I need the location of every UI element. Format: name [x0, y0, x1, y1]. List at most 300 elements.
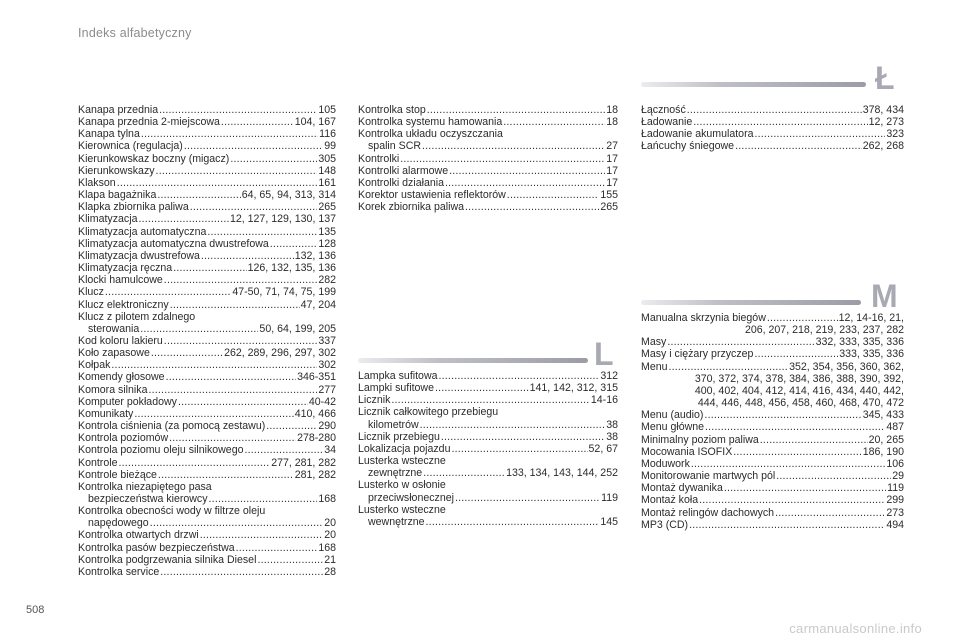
- index-entry-pages: 99: [324, 140, 336, 153]
- index-entry: [358, 128, 618, 152]
- index-entry-pages: 17: [606, 164, 618, 177]
- dot-leader: [776, 470, 891, 482]
- index-entry-pages: 12, 127, 129, 130, 137: [229, 213, 336, 226]
- index-entry-pages: 299: [886, 494, 904, 507]
- index-entry-row: [78, 396, 336, 408]
- index-entry-row: [78, 177, 336, 189]
- index-entry: [358, 153, 618, 165]
- index-entry: [78, 262, 336, 274]
- index-entry-row: [358, 516, 618, 528]
- index-entry: [358, 455, 618, 479]
- index-entry-pages: 186, 190: [862, 445, 904, 458]
- index-entry: [78, 359, 336, 371]
- dot-leader: [151, 347, 223, 359]
- index-entry-term: Moduwork: [641, 457, 690, 470]
- dot-leader: [111, 359, 317, 371]
- index-entry-heading: Lusterko w osłonie: [358, 479, 446, 492]
- index-entry-row: [78, 469, 336, 481]
- index-entry-row: [78, 457, 336, 469]
- index-entry-pages: 262, 289, 296, 297, 302: [224, 347, 336, 360]
- index-entry: [78, 128, 336, 140]
- index-entry: [78, 250, 336, 262]
- index-entry-row: [78, 517, 336, 529]
- index-entry: [78, 238, 336, 250]
- index-entry-row: [78, 420, 336, 432]
- index-entry-pages-continued: 444, 446, 448, 456, 458, 460, 468, 470, 472: [697, 397, 904, 410]
- index-entry-term: Kontrolka otwartych drzwi: [78, 529, 199, 542]
- index-entry-term: Korektor ustawienia reflektorów: [358, 189, 506, 202]
- index-entry-row: [358, 140, 618, 152]
- dot-leader: [689, 519, 885, 531]
- index-entry-term: Kontrola ciśnienia (za pomocą zestawu): [78, 420, 266, 433]
- dot-leader: [423, 467, 505, 479]
- index-entry-pages: 128: [318, 237, 336, 250]
- index-entry-pages: 378, 434: [862, 104, 904, 116]
- section-divider-bar: [358, 358, 588, 363]
- index-entry-term: Kontrola poziomów: [78, 432, 169, 445]
- dot-leader: [178, 396, 308, 408]
- index-entry-term: Monitorowanie martwych pól: [641, 470, 776, 483]
- index-entry: [78, 554, 336, 566]
- dot-leader: [156, 165, 318, 177]
- index-entry-row: [641, 336, 904, 348]
- index-entry-heading: Lusterko wsteczne: [358, 503, 446, 516]
- index-entry-pages: 52, 67: [588, 442, 618, 455]
- index-entry-row: [78, 274, 336, 286]
- index-entry-pages: 135: [318, 225, 336, 238]
- index-entry-heading: Kontrolka niezapiętego pasa: [78, 480, 212, 493]
- index-entry: [78, 299, 336, 311]
- index-entry-term: Kontrolki działania: [358, 176, 444, 189]
- index-entry-row: [78, 165, 336, 177]
- index-entry-pages: 47-50, 71, 74, 75, 199: [232, 286, 336, 299]
- index-entry-term: Ładowanie: [641, 116, 693, 129]
- index-entry: [78, 213, 336, 225]
- index-entry: [78, 104, 336, 116]
- dot-leader: [455, 492, 600, 504]
- index-entry-pages-continued: 206, 207, 218, 219, 233, 237, 282: [744, 324, 904, 337]
- index-entry-pages: 487: [886, 421, 904, 434]
- dot-leader: [754, 348, 838, 360]
- index-entry-row: [641, 507, 904, 519]
- index-entry-row: [358, 153, 618, 165]
- dot-leader: [669, 361, 789, 373]
- index-entry-pages-continued: 400, 402, 404, 412, 414, 416, 434, 440, 442,: [694, 384, 904, 397]
- index-entry: [78, 347, 336, 359]
- index-entry-term: Klucz: [78, 286, 104, 299]
- dot-leader: [775, 507, 885, 519]
- index-entry-row: [78, 371, 336, 383]
- index-entry: [358, 479, 618, 503]
- index-entry-pages: 132, 136: [294, 249, 336, 262]
- index-entry-row: [641, 361, 904, 373]
- index-entry: [641, 336, 904, 348]
- index-entry-row: [358, 165, 618, 177]
- index-entry: [78, 226, 336, 238]
- index-entry-term: MP3 (CD): [641, 518, 689, 531]
- index-entry: [78, 420, 336, 432]
- index-entry-row: [641, 482, 904, 494]
- section-header-m: [641, 278, 904, 314]
- index-entry: [358, 504, 618, 528]
- dot-leader: [230, 153, 317, 165]
- index-entry: [358, 406, 618, 430]
- index-entry-term: Klimatyzacja: [78, 213, 138, 226]
- dot-leader: [705, 421, 885, 433]
- index-entry-term: Ładowanie akumulatora: [641, 128, 754, 141]
- index-entry: [78, 274, 336, 286]
- index-entry: [641, 140, 904, 152]
- index-entry: [641, 434, 904, 446]
- index-entry-pages: 47, 204: [300, 298, 336, 311]
- index-entry-row: [358, 492, 618, 504]
- dot-leader: [160, 566, 323, 578]
- index-entry: [358, 382, 618, 394]
- index-entry-term: Kontrole bieżące: [78, 468, 157, 481]
- dot-leader: [507, 189, 600, 201]
- section-letter-l: L: [594, 336, 614, 372]
- dot-leader: [426, 516, 600, 528]
- dot-leader: [236, 542, 318, 554]
- index-entry-row: [641, 494, 904, 506]
- dot-leader: [760, 434, 868, 446]
- index-entry-row: [358, 382, 618, 394]
- index-entry-row: [78, 238, 336, 250]
- index-entry-heading: Kontrolka układu oczyszczania: [358, 128, 503, 141]
- index-entry-term: bezpieczeństwa kierowcy: [88, 493, 208, 505]
- dot-leader: [767, 312, 838, 324]
- index-entry-row: [78, 408, 336, 420]
- index-entry: [78, 165, 336, 177]
- index-entry-pages: 12, 14-16, 21,: [838, 312, 904, 324]
- dot-leader: [755, 128, 886, 140]
- index-entry-pages: 50, 64, 199, 205: [259, 322, 336, 335]
- index-entry: [78, 457, 336, 469]
- index-entry-row: [78, 554, 336, 566]
- index-entry-pages: 20: [324, 529, 336, 542]
- index-entry: [358, 443, 618, 455]
- index-entry-pages: 302: [318, 359, 336, 372]
- index-entry-row: [78, 250, 336, 262]
- index-entry-term: napędowego: [88, 517, 149, 530]
- dot-leader: [170, 299, 300, 311]
- dot-leader: [449, 165, 605, 177]
- index-entry-row: [641, 409, 904, 421]
- index-entry-pages: 262, 268: [862, 140, 904, 153]
- index-entry-pages: 21: [324, 553, 336, 566]
- dot-leader: [118, 457, 270, 469]
- dot-leader: [117, 177, 318, 189]
- dot-leader: [451, 443, 587, 455]
- index-entry-row: [358, 370, 618, 382]
- index-entry-row: [358, 431, 618, 443]
- dot-leader: [400, 153, 605, 165]
- dot-leader: [691, 458, 885, 470]
- index-entry: [78, 384, 336, 396]
- index-entry-pages: 145: [600, 515, 618, 528]
- dot-leader: [420, 419, 606, 431]
- index-entry-term: Masy i ciężary przyczep: [641, 348, 754, 361]
- index-entry-pages: 14-16: [590, 394, 618, 407]
- index-entry-pages: 155: [600, 189, 618, 202]
- index-entry-term: zewnętrzne: [368, 467, 423, 480]
- watermark-text: carmanualsonline.info: [789, 621, 922, 636]
- index-entry-term: Korek zbiornika paliwa: [358, 201, 464, 214]
- index-section-m: [641, 312, 904, 531]
- index-entry: [78, 311, 336, 335]
- dot-leader: [503, 116, 605, 128]
- index-entry-row: [78, 201, 336, 213]
- section-letter-ł: Ł: [875, 60, 895, 96]
- index-entry-row: [78, 335, 336, 347]
- index-entry: [78, 408, 336, 420]
- index-entry: [641, 519, 904, 531]
- index-entry-row: [78, 359, 336, 371]
- index-entry-term: spalin SCR: [368, 140, 421, 153]
- dot-leader: [667, 336, 814, 348]
- index-entry-term: Komunikaty: [78, 407, 134, 420]
- index-entry: [78, 153, 336, 165]
- index-entry-row: [78, 384, 336, 396]
- index-entry: [358, 189, 618, 201]
- index-entry-term: Koło zapasowe: [78, 347, 150, 360]
- index-entry: [78, 286, 336, 298]
- index-entry: [78, 529, 336, 541]
- index-entry-term: Kontrolka podgrzewania silnika Diesel: [78, 553, 257, 566]
- dot-leader: [391, 394, 590, 406]
- index-entry-term: Kontrole: [78, 456, 118, 469]
- dot-leader: [190, 201, 318, 213]
- dot-leader: [735, 140, 862, 152]
- index-entry-row: [78, 262, 336, 274]
- index-entry-term: Kontrolki: [358, 152, 400, 165]
- index-entry: [78, 335, 336, 347]
- dot-leader: [200, 529, 324, 541]
- index-entry-pages: 290: [318, 420, 336, 433]
- index-entry-row: [78, 444, 336, 456]
- index-entry-pages: 161: [318, 176, 336, 189]
- index-entry-pages: 345, 433: [862, 409, 904, 422]
- index-entry-row: [358, 443, 618, 455]
- index-entry-row: [78, 226, 336, 238]
- index-entry-row: [641, 116, 904, 128]
- dot-leader: [164, 274, 318, 286]
- index-entry-pages: 323: [886, 128, 904, 141]
- index-entry-pages: 410, 466: [294, 407, 336, 420]
- dot-leader: [209, 493, 318, 505]
- index-entry-term: Kontrolka pasów bezpieczeństwa: [78, 541, 235, 554]
- index-entry-pages: 346-351: [297, 371, 336, 384]
- index-entry-term: Lampki sufitowe: [358, 382, 434, 395]
- index-entry-row: [641, 348, 904, 360]
- dot-leader: [169, 432, 296, 444]
- index-entry-row: [641, 312, 904, 324]
- index-entry-term: Kontrolka service: [78, 565, 160, 578]
- index-entry-heading: Lusterka wsteczne: [358, 455, 446, 468]
- index-entry: [78, 177, 336, 189]
- section-divider-bar: [641, 300, 861, 305]
- index-entry-term: Klimatyzacja automatyczna dwustrefowa: [78, 237, 269, 250]
- dot-leader: [441, 431, 605, 443]
- index-entry-row: [641, 140, 904, 152]
- dot-leader: [138, 213, 229, 225]
- index-entry: [78, 140, 336, 152]
- dot-leader: [158, 469, 294, 481]
- index-entry-row: [78, 153, 336, 165]
- index-entry-pages: 64, 65, 94, 313, 314: [241, 189, 336, 202]
- index-entry-term: Kierownica (regulacja): [78, 140, 183, 153]
- index-entry-pages: 265: [318, 201, 336, 214]
- index-entry-row: [358, 201, 618, 213]
- dot-leader: [445, 177, 605, 189]
- index-entry-pages: 337: [318, 334, 336, 347]
- index-entry-pages: 333, 335, 336: [839, 348, 904, 361]
- index-entry-pages: 40-42: [308, 395, 336, 408]
- index-entry-pages: 29: [892, 470, 904, 483]
- index-entry-row: [78, 323, 336, 335]
- index-entry: [641, 421, 904, 433]
- index-entry-row: [358, 189, 618, 201]
- dot-leader: [173, 262, 246, 274]
- dot-leader: [693, 116, 867, 128]
- index-entry: [641, 409, 904, 421]
- dot-leader: [427, 104, 605, 116]
- dot-leader: [105, 286, 231, 298]
- index-entry-term: Lampka sufitowa: [358, 370, 438, 382]
- dot-leader: [184, 140, 323, 152]
- dot-leader: [465, 201, 599, 213]
- section-divider-bar: [641, 82, 866, 87]
- index-entry-pages: 119: [601, 491, 618, 504]
- index-entry-row: [78, 566, 336, 578]
- section-header-l: [358, 336, 618, 372]
- index-entry-row: [78, 116, 336, 128]
- dot-leader: [157, 189, 240, 201]
- dot-leader: [166, 371, 297, 383]
- dot-leader: [159, 104, 317, 116]
- index-entry: [641, 116, 904, 128]
- index-entry-term: Komputer pokładowy: [78, 395, 177, 408]
- index-entry-pages: 126, 132, 135, 136: [247, 262, 336, 275]
- index-entry: [641, 128, 904, 140]
- index-entry-term: Klapa bagażnika: [78, 189, 157, 202]
- index-entry-term: Lokalizacja pojazdu: [358, 442, 451, 455]
- index-entry: [358, 104, 618, 116]
- dot-leader: [699, 494, 885, 506]
- index-entry-pages: 34: [324, 444, 336, 457]
- dot-leader: [148, 384, 317, 396]
- index-entry-row: [78, 189, 336, 201]
- index-entry-row: [78, 347, 336, 359]
- index-entry-pages: 133, 134, 143, 144, 252: [506, 467, 618, 480]
- dot-leader: [733, 446, 861, 458]
- index-entry-row: [358, 419, 618, 431]
- index-entry-term: kilometrów: [368, 418, 419, 431]
- index-entry-term: sterowania: [88, 322, 140, 335]
- index-entry-pages: 148: [318, 164, 336, 177]
- index-entry-pages: 17: [606, 176, 618, 189]
- index-entry-row: [641, 434, 904, 446]
- page-number: 508: [26, 604, 45, 616]
- index-entry-row: [358, 467, 618, 479]
- index-section-ł: [641, 104, 904, 153]
- index-entry-term: Klimatyzacja dwustrefowa: [78, 249, 200, 262]
- index-entry: [358, 394, 618, 406]
- dot-leader: [435, 382, 529, 394]
- index-entry-term: Kanapa przednia 2-miejscowa: [78, 116, 220, 129]
- index-entry-pages: 352, 354, 356, 360, 362,: [789, 360, 904, 373]
- index-entry-row: [641, 128, 904, 140]
- index-entry: [78, 444, 336, 456]
- dot-leader: [266, 420, 317, 432]
- index-entry: [358, 177, 618, 189]
- index-entry-term: Klakson: [78, 176, 116, 189]
- index-entry-pages: 17: [606, 152, 618, 165]
- index-entry-row: [358, 177, 618, 189]
- index-entry: [641, 482, 904, 494]
- index-entry-pages-continued: 370, 372, 374, 378, 384, 386, 388, 390, 392,: [694, 372, 904, 385]
- index-entry-term: Łańcuchy śniegowe: [641, 140, 735, 153]
- index-entry-term: Kierunkowskazy: [78, 164, 155, 177]
- index-entry: [641, 458, 904, 470]
- index-entry-row: [78, 128, 336, 140]
- index-entry-term: Montaż koła: [641, 494, 699, 507]
- dot-leader: [134, 408, 293, 420]
- index-entry-pages: 282: [318, 274, 336, 287]
- index-entry-row: [78, 493, 336, 505]
- dot-leader: [244, 444, 323, 456]
- index-entry-pages: 141, 142, 312, 315: [529, 382, 618, 395]
- index-entry: [358, 431, 618, 443]
- index-entry-term: Klimatyzacja ręczna: [78, 262, 173, 275]
- index-entry-pages: 168: [318, 493, 336, 505]
- index-entry: [358, 165, 618, 177]
- index-entry-pages: 106: [886, 457, 904, 470]
- dot-leader: [704, 409, 861, 421]
- dot-leader: [724, 482, 886, 494]
- dot-leader: [207, 226, 317, 238]
- dot-leader: [257, 554, 323, 566]
- index-entry-pages: 18: [606, 104, 618, 116]
- dot-leader: [270, 238, 318, 250]
- index-entry-term: Montaż relingów dachowych: [641, 506, 775, 519]
- index-entry-term: Komora silnika: [78, 383, 148, 396]
- index-entry-row: [78, 140, 336, 152]
- index-entry-term: przeciwsłonecznej: [368, 491, 454, 504]
- dot-leader: [201, 250, 294, 262]
- dot-leader: [439, 370, 600, 382]
- section-header-ł: [641, 60, 904, 96]
- index-entry-row: [78, 286, 336, 298]
- index-entry: [358, 370, 618, 382]
- index-entry-row: [358, 104, 618, 116]
- index-entry-term: Kontrolka stop: [358, 104, 426, 116]
- index-entry-term: Menu (audio): [641, 409, 704, 422]
- index-entry-term: Klocki hamulcowe: [78, 274, 163, 287]
- index-entry-heading: Kontrolka obecności wody w filtrze oleju: [78, 505, 266, 518]
- index-entry-pages: 273: [886, 506, 904, 519]
- index-entry-term: Masy: [641, 336, 667, 349]
- index-entry: [78, 542, 336, 554]
- index-entry-pages: 277: [318, 383, 336, 396]
- index-entry-pages: 277, 281, 282: [271, 456, 336, 469]
- index-entry: [641, 507, 904, 519]
- index-entry: [641, 470, 904, 482]
- index-entry-term: Minimalny poziom paliwa: [641, 433, 759, 446]
- dot-leader: [140, 323, 258, 335]
- section-letter-m: M: [871, 278, 898, 314]
- index-entry-pages: 105: [318, 104, 336, 116]
